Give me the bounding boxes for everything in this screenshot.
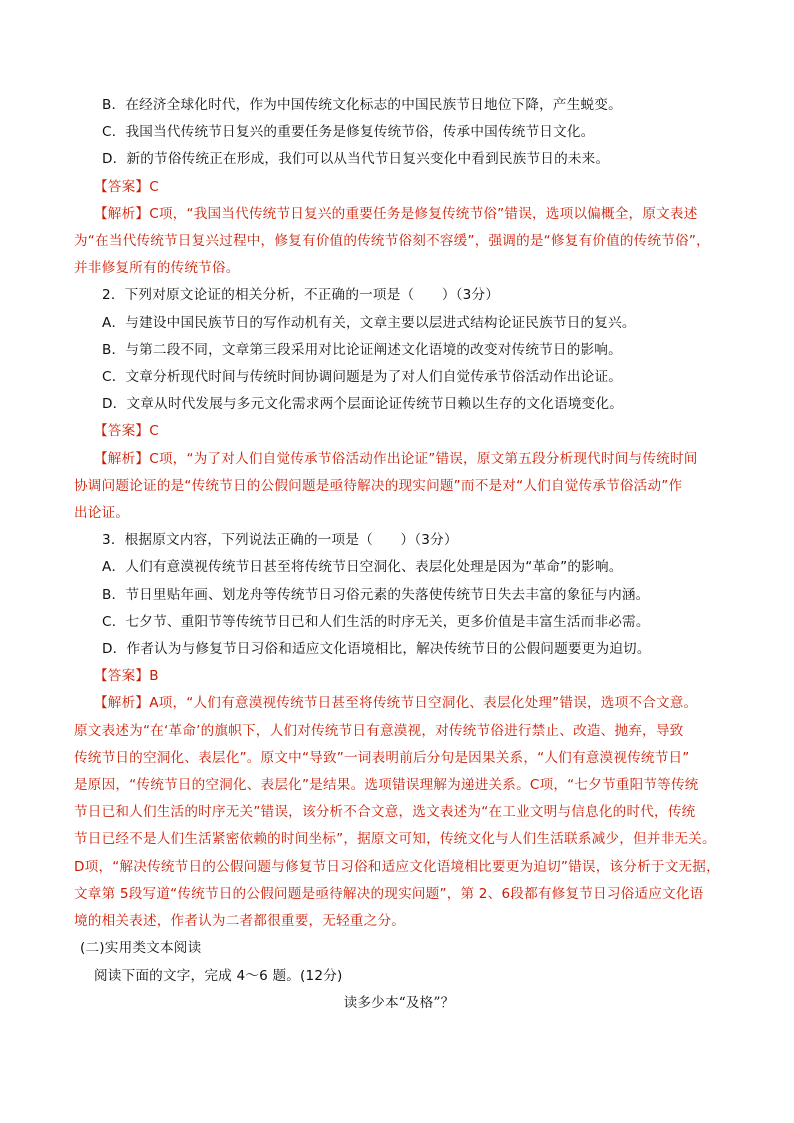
q2-explanation-line-2: 协调问题论证的是“传统节日的公假问题是亟待解决的现实问题”而不是对“人们自觉传承节俗活动”作 (74, 477, 683, 494)
q1-option-d: D．新的节俗传统正在形成，我们可以从当代节日复兴变化中看到民族节日的未来。 (102, 151, 610, 168)
q3-option-b: B．节日里贴年画、划龙舟等传统节日习俗元素的失落使传统节日失去丰富的象征与内涵。 (102, 586, 650, 603)
q1-option-c: C．我国当代传统节日复兴的重要任务是修复传统节俗，传承中国传统节日文化。 (102, 124, 595, 141)
answer-value: C (149, 423, 159, 440)
section-heading: (二)实用类文本阅读 (80, 940, 202, 957)
q2-explanation-line-3: 出论证。 (74, 505, 130, 522)
section-instruction: 阅读下面的文字，完成 4～6 题。(12分) (94, 967, 343, 984)
q3-answer (74, 663, 724, 690)
article-title: 读多少本“及格”？ (343, 994, 455, 1011)
q2-option-c: C．文章分析现代时间与传统时间协调问题是为了对人们自觉传承节俗活动作出论证。 (102, 369, 623, 386)
q3-option-d: D．作者认为与修复节日习俗和适应文化语境相比，解决传统节日的公假问题要更为迫切。 (102, 641, 651, 658)
answer-tag: 【答案】 (94, 668, 150, 685)
q1-answer (74, 174, 724, 201)
q3-explanation-line-2: 原文表述为“在‘革命’的旗帜下，人们对传统节日有意漠视，对传统节俗进行禁止、改造、抛弃，导致 (74, 722, 684, 739)
answer-value: C (149, 178, 159, 195)
q3-explanation-line-9: 境的相关表述，作者认为二者都很重要，无轻重之分。 (74, 913, 406, 930)
q2-option-a: A．与建设中国民族节日的写作动机有关，文章主要以层进式结构论证民族节日的复兴。 (102, 314, 636, 331)
q1-explanation-line-3: 并非修复所有的传统节俗。 (74, 260, 240, 277)
q3-stem: 3．根据原文内容，下列说法正确的一项是（ ）（3分） (102, 532, 458, 549)
q3-explanation-line-5: 节日已和人们生活的时序无关”错误，该分析不合文意，选文表述为“在工业文明与信息化的时代，传统 (74, 804, 696, 821)
q3-explanation-line-3: 传统节日的空洞化、表层化”。原文中“导致”一词表明前后分句是因果关系，“人们有意漠视传统节日” (74, 749, 690, 766)
explanation-tag: 【解析】 (94, 205, 150, 222)
q2-option-b: B．与第二段不同，文章第三段采用对比论证阐述文化语境的改变对传统节日的影响。 (102, 341, 622, 358)
answer-value: B (149, 668, 159, 685)
q1-option-b: B．在经济全球化时代，作为中国传统文化标志的中国民族节日地位下降，产生蜕变。 (102, 97, 622, 113)
explanation-text: A项，“人们有意漠视传统节日甚至将传统节日空洞化、表层化处理”错误，选项不合文意。 (149, 695, 698, 712)
q3-explanation-line-8: 文章第 5段写道“传统节日的公假问题是亟待解决的现实问题”，第 2、6段都有修复节日习俗适应文化语 (74, 885, 704, 902)
explanation-tag: 【解析】 (94, 450, 150, 467)
q3-option-c: C．七夕节、重阳节等传统节日已和人们生活的时序无关，更多价值是丰富生活而非必需。 (102, 613, 650, 630)
q2-explanation-line-1 (74, 446, 724, 473)
answer-tag: 【答案】 (94, 423, 150, 440)
explanation-text: C项，“为了对人们自觉传承节俗活动作出论证”错误，原文第五段分析现代时间与传统时间 (149, 450, 698, 467)
q3-explanation-line-1 (74, 690, 724, 717)
q1-explanation-line-2: 为“在当代传统节日复兴过程中，修复有价值的传统节俗刻不容缓”，强调的是“修复有价值的传统节俗”， (74, 233, 710, 250)
q3-explanation-line-4: 是原因，“传统节日的空洞化、表层化”是结果。选项错误理解为递进关系。C项，“七夕节重阳节等传统 (74, 777, 699, 794)
q1-explanation-line-1 (74, 201, 724, 228)
q2-stem: 2．下列对原文论证的相关分析，不正确的一项是（ ）（3分） (102, 287, 500, 304)
q3-option-a: A．人们有意漠视传统节日甚至将传统节日空洞化、表层化处理是因为“革命”的影响。 (102, 559, 623, 576)
q2-option-d: D．文章从时代发展与多元文化需求两个层面论证传统节日赖以生存的文化语境变化。 (102, 396, 624, 413)
answer-tag: 【答案】 (94, 178, 150, 195)
explanation-tag: 【解析】 (94, 695, 150, 712)
explanation-text: C项，“我国当代传统节日复兴的重要任务是修复传统节俗”错误，选项以偏概全，原文表述 (149, 205, 698, 222)
q3-explanation-line-7: D项，“解决传统节日的公假问题与修复节日习俗和适应文化语境相比要更为迫切”错误，该分析于文无据， (74, 858, 720, 875)
q3-explanation-line-6: 节日已经不是人们生活紧密依赖的时间坐标”，据原文可知，传统文化与人们生活联系减少，但并非无关。 (74, 831, 716, 848)
q2-answer (74, 418, 724, 445)
